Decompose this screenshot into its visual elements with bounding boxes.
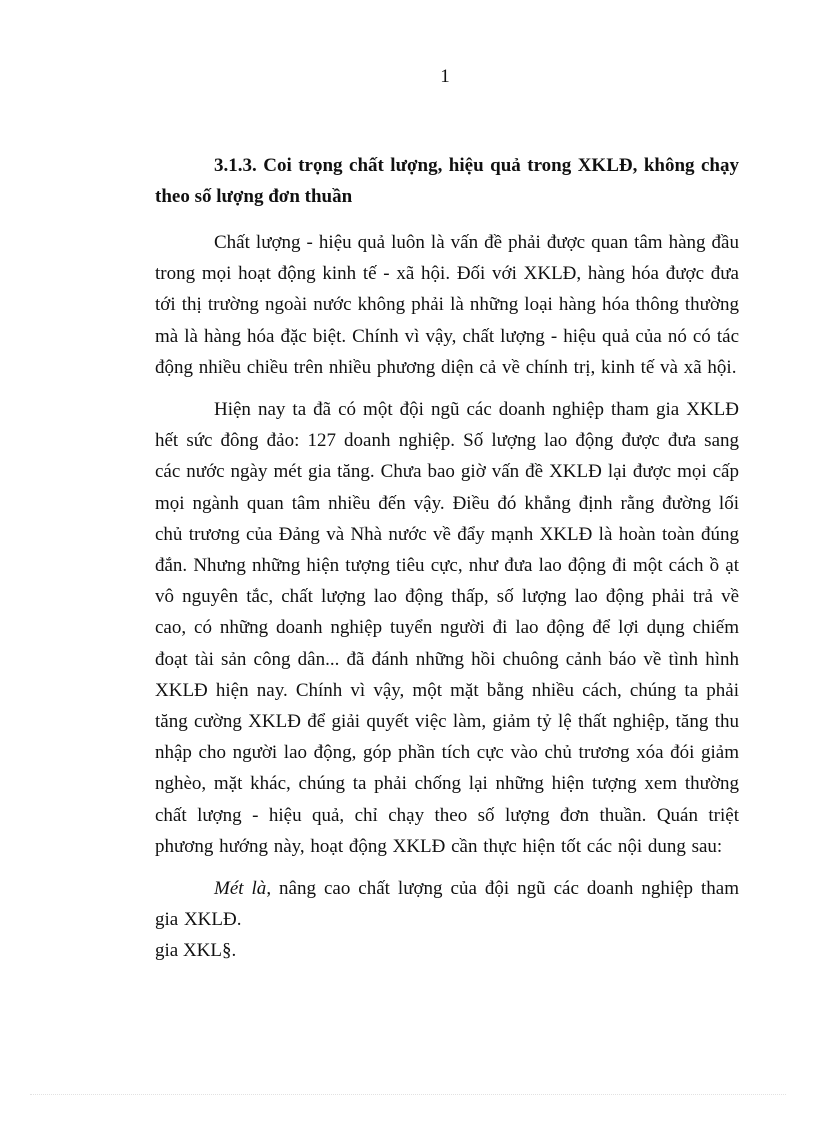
page-number: 1	[440, 66, 450, 87]
document-body	[155, 150, 739, 966]
section-heading: 3.1.3. Coi trọng chất lượng, hiệu quả trong XKLĐ, không chạy theo số lượng đơn thuần	[155, 155, 739, 207]
trailing-line: gia XKL§.	[155, 940, 237, 962]
paragraph-1: Chất lượng - hiệu quả luôn là vấn đề phải được quan tâm hàng đầu trong mọi hoạt động kinh tế - xã hội. Đối với XKLĐ, hàng hóa được đưa tới thị trường ngoài nước không phải là những loại hàng hóa thông thường mà là hàng hóa đặc biệt. Chính vì vậy, chất lượng - hiệu quả của nó có tác động nhiều chiều trên nhiều phương diện cả về chính trị, kinh tế và xã hội.	[155, 232, 739, 378]
paragraph-2: Hiện nay ta đã có một đội ngũ các doanh nghiệp tham gia XKLĐ hết sức đông đảo: 127 doanh nghiệp. Số lượng lao động được đưa sang các nước ngày mét gia tăng. Chưa bao giờ vấn đề XKLĐ lại được mọi cấp mọi ngành quan tâm nhiều đến vậy. Điều đó khẳng định rằng đường lối chủ trương của Đảng và Nhà nước về đẩy mạnh XKLĐ là hoàn toàn đúng đắn. Nhưng những hiện tượng tiêu cực, như đưa lao động đi một cách ồ ạt vô nguyên tắc, chất lượng lao động thấp, số lượng lao động phải trả về cao, có những doanh nghiệp tuyển người đi lao động để lợi dụng chiếm đoạt tài sản công dân... đã đánh những hồi chuông cảnh báo về tình hình XKLĐ hiện nay. Chính vì vậy, một mặt bằng nhiều cách, chúng ta phải tăng cường XKLĐ để giải quyết việc làm, giảm tỷ lệ thất nghiệp, tăng thu nhập cho người lao động, góp phần tích cực vào chủ trương xóa đói giảm nghèo, mặt khác, chúng ta phải chống lại những hiện tượng xem thường chất lượng - hiệu quả, chỉ chạy theo số lượng đơn thuần. Quán triệt phương hướng này, hoạt động XKLĐ cần thực hiện tốt các nội dung sau:	[155, 399, 739, 857]
paragraph-3-lead: Mét là	[214, 878, 267, 900]
paragraph-3	[155, 873, 739, 935]
page-bottom-divider	[30, 1094, 786, 1095]
paragraph-3-text: , nâng cao chất lượng của đội ngũ các doanh nghiệp tham gia XKLĐ.	[155, 878, 739, 931]
